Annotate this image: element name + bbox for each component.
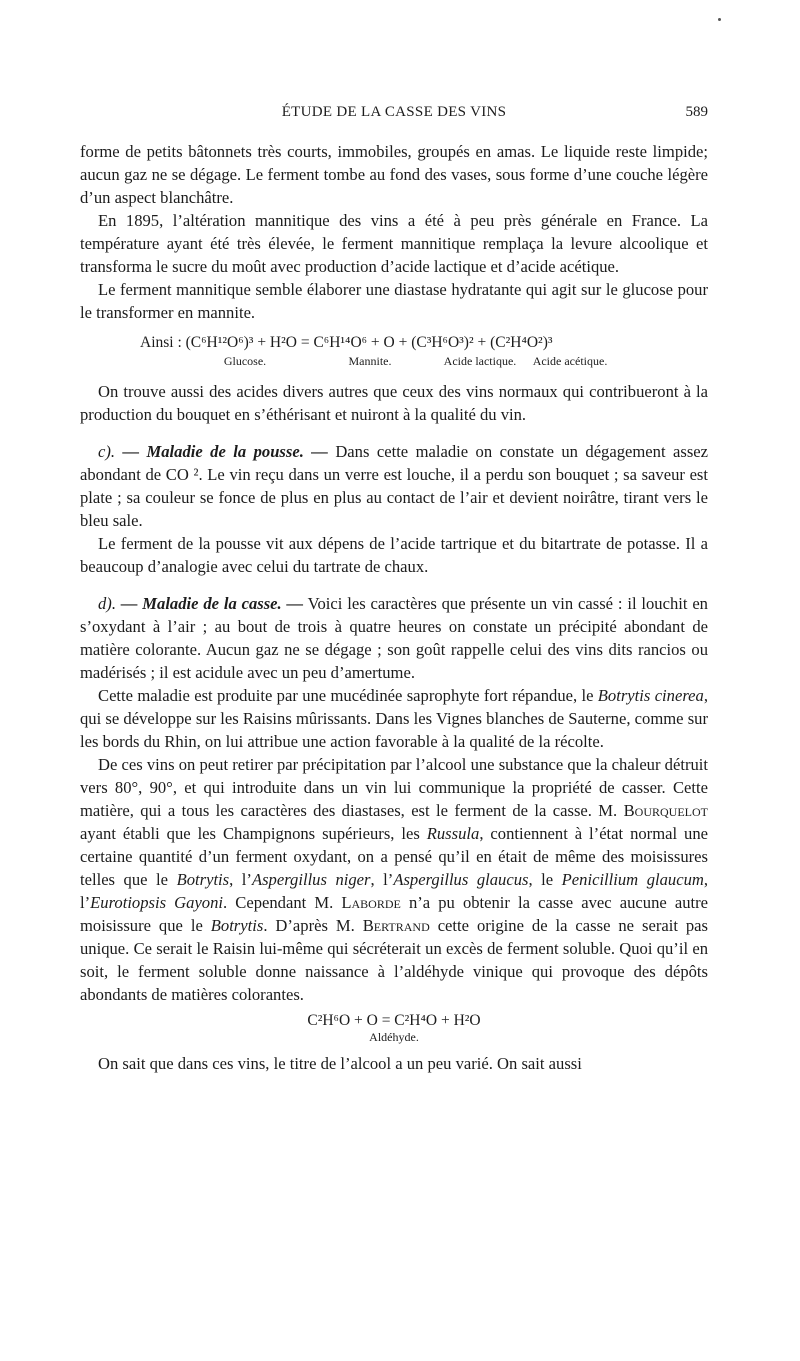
- taxon-aspergillus-niger: Aspergillus niger: [251, 870, 371, 889]
- formula-equation: Ainsi : (C⁶H¹²O⁶)³ + H²O = C⁶H¹⁴O⁶ + O + (C³H⁶O³)² + (C²H⁴O²)³: [140, 334, 553, 351]
- text-run: , contiennent à l’état normal une certaine quantité d’un ferment oxydant, on a pensé qu’il en était de même des moisissures telles que le: [80, 824, 708, 889]
- author-laborde: Laborde: [341, 893, 401, 912]
- page-body: [80, 140, 708, 1075]
- section-label-d: d).: [98, 594, 116, 613]
- paragraph-10: On sait que dans ces vins, le titre de l’alcool a un peu varié. On sait aussi: [98, 1054, 582, 1073]
- section-text-pousse: Dans cette maladie on constate un dégagement assez abondant de CO ². Le vin reçu dans un verre est louche, il a perdu son bouquet ; sa saveur est plate ; sa couleur se fonce de plus en plus au contact de l’air et devient noirâtre, tirant vers le bleu sale.: [80, 442, 709, 530]
- text-run: . Cependant M.: [223, 893, 342, 912]
- taxon-aspergillus-glaucus: Aspergillus glaucus: [393, 870, 529, 889]
- text-run: , qui se développe sur les Raisins mûrissants. Dans les Vignes blanches de Sauterne, comme sur les bords du Rhin, on lui attribue une action favorable à la qualité de la récolte.: [80, 686, 708, 751]
- page-header: [80, 104, 708, 126]
- text-run: cette origine de la casse ne serait pas unique. Ce serait le Raisin lui-même qui sécréterait un excès de ferment soluble. Quoi qu’il en soit, le ferment soluble donne naissance à l’aldéhyde vinique qui provoque des dépôts abondants de matières colorantes.: [80, 916, 708, 1004]
- paragraph-9: [80, 753, 708, 1006]
- section-pousse: [80, 440, 708, 532]
- text-run: , le: [528, 870, 562, 889]
- text-run: . D’après M.: [263, 916, 363, 935]
- section-text-casse: Voici les caractères que présente un vin cassé : il louchit en s’oxydant à l’air ; au bout de trois à quatre heures on constate un précipité abondant de matière colorante. Aucun gaz ne se dégage ; son goût rappelle celui des vins dits rancios ou madérisés ; il est acidule avec un peu d’amertume.: [80, 594, 708, 682]
- paragraph-6: Le ferment de la pousse vit aux dépens de l’acide tartrique et du bitartrate de potasse. Il a beaucoup d’analogie avec celui du tartrate de chaux.: [80, 534, 708, 576]
- aldehyde-formula: [80, 1012, 708, 1044]
- scan-mark: [718, 18, 721, 21]
- section-title-casse: — Maladie de la casse. —: [120, 594, 304, 613]
- formula-captions: [80, 354, 708, 368]
- caption-lactic-acid: Acide lactique.: [443, 354, 517, 368]
- paragraph-3: Le ferment mannitique semble élaborer une diastase hydratante qui agit sur le glucose pour le transformer en mannite.: [80, 280, 708, 322]
- text-run: Cette maladie est produite par une mucédinée saprophyte fort répandue, le: [98, 686, 598, 705]
- running-title: ÉTUDE DE LA CASSE DES VINS: [281, 104, 507, 120]
- page-number: 589: [685, 104, 708, 120]
- caption-aldehyde: Aldéhyde.: [369, 1030, 419, 1044]
- section-casse: [80, 592, 708, 684]
- caption-glucose: Glucose.: [223, 354, 267, 368]
- text-run: , l’: [80, 870, 709, 912]
- section-label-c: c).: [98, 442, 116, 461]
- text-run: n’a pu obtenir la casse avec aucune autre moisissure que le: [80, 893, 708, 935]
- taxon-eurotiopsis-gayoni: Eurotiopsis Gayoni: [90, 893, 224, 912]
- section-title-pousse: — Maladie de la pousse. —: [122, 442, 328, 461]
- section-gap: [80, 578, 708, 592]
- text-run: De ces vins on peut retirer par précipitation par l’alcool une substance que la chaleur détruit vers 80°, 90°, et qui introduite dans un vin lui communique la propriété de casser. Cette matière, qui a tous les caractères des diastases, est le ferment de la casse. M.: [80, 755, 708, 820]
- text-run: , l’: [370, 870, 394, 889]
- section-gap: [80, 426, 708, 440]
- text-run: , l’: [229, 870, 252, 889]
- taxon-penicillium-glaucum: Penicillium glaucum: [561, 870, 704, 889]
- paragraph-8: [80, 684, 708, 753]
- paragraph-4: On trouve aussi des acides divers autres que ceux des vins normaux qui contribueront à la production du bouquet en s’éthérisant et nuiront à la qualité du vin.: [80, 382, 708, 424]
- author-bourquelot: Bourquelot: [623, 801, 708, 820]
- author-bertrand: Bertrand: [362, 916, 430, 935]
- paragraph-2: En 1895, l’altération mannitique des vins a été à peu près générale en France. La température ayant été très élevée, le ferment mannitique remplaça la levure alcoolique et transforma le sucre du moût avec production d’acide lactique et d’acide acétique.: [80, 211, 708, 276]
- caption-acetic-acid: Acide acétique.: [532, 354, 608, 368]
- taxon-botrytis-cinerea: Botrytis cinerea: [597, 686, 704, 705]
- caption-mannite: Mannite.: [348, 354, 392, 368]
- formula2-equation: C²H⁶O + O = C²H⁴O + H²O: [307, 1012, 481, 1029]
- text-run: ayant établi que les Champignons supérieurs, les: [80, 824, 427, 843]
- taxon-russula: Russula: [426, 824, 480, 843]
- paragraph-1: forme de petits bâtonnets très courts, immobiles, groupés en amas. Le liquide reste limpide; aucun gaz ne se dégage. Le ferment tombe au fond des vases, sous forme d’une couche légère d’un aspect blanchâtre.: [80, 142, 708, 207]
- taxon-botrytis: Botrytis: [210, 916, 264, 935]
- taxon-botrytis: Botrytis: [176, 870, 230, 889]
- fermentation-formula: [80, 334, 708, 368]
